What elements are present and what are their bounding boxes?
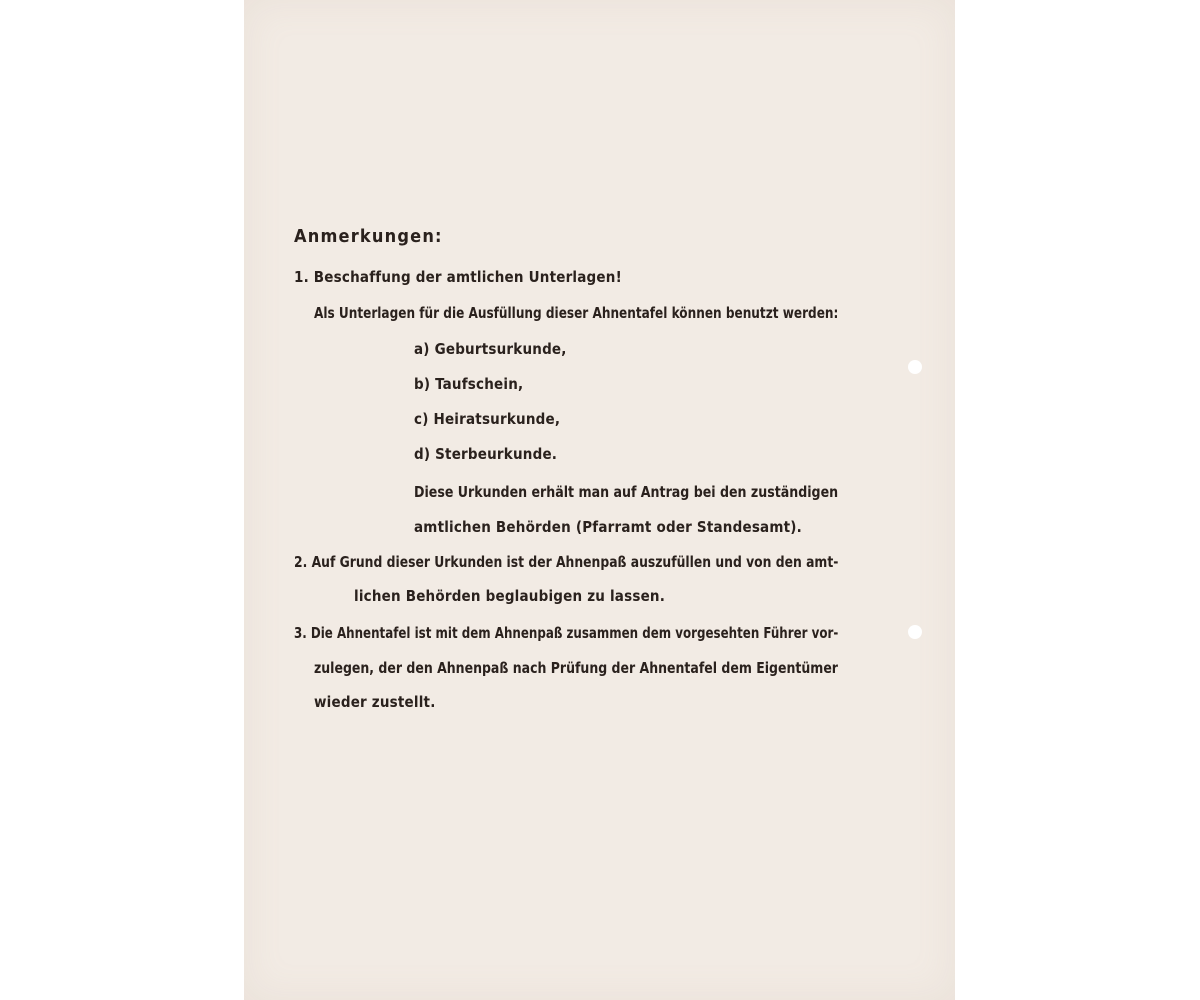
document-page bbox=[244, 0, 955, 1000]
item-1-intro: Als Unterlagen für die Ausfüllung dieser Ahnentafel können benutzt werden: bbox=[314, 304, 839, 322]
document-marriage-certificate: c) Heiratsurkunde, bbox=[414, 410, 561, 428]
item-3-line-1: 3. Die Ahnentafel ist mit dem Ahnenpaß zusammen dem vorgesehten Führer vor- bbox=[294, 624, 839, 642]
punch-hole-lower bbox=[908, 625, 922, 639]
item-2-line-1: 2. Auf Grund dieser Urkunden ist der Ahnenpaß auszufüllen und von den amt- bbox=[294, 553, 839, 571]
punch-hole-upper bbox=[908, 360, 922, 374]
item-1-note-line-2: amtlichen Behörden (Pfarramt oder Standesamt). bbox=[414, 518, 802, 536]
item-2-line-2: lichen Behörden beglaubigen zu lassen. bbox=[354, 587, 666, 605]
notes-heading: Anmerkungen: bbox=[294, 226, 443, 247]
document-birth-certificate: a) Geburtsurkunde, bbox=[414, 340, 567, 358]
item-1-note-line-1: Diese Urkunden erhält man auf Antrag bei den zuständigen bbox=[414, 483, 839, 501]
item-1-title: 1. Beschaffung der amtlichen Unterlagen! bbox=[294, 268, 622, 286]
item-3-line-3: wieder zustellt. bbox=[314, 693, 436, 711]
item-3-line-2: zulegen, der den Ahnenpaß nach Prüfung der Ahnentafel dem Eigentümer bbox=[314, 659, 838, 677]
document-baptism-certificate: b) Taufschein, bbox=[414, 375, 524, 393]
document-death-certificate: d) Sterbeurkunde. bbox=[414, 445, 558, 463]
